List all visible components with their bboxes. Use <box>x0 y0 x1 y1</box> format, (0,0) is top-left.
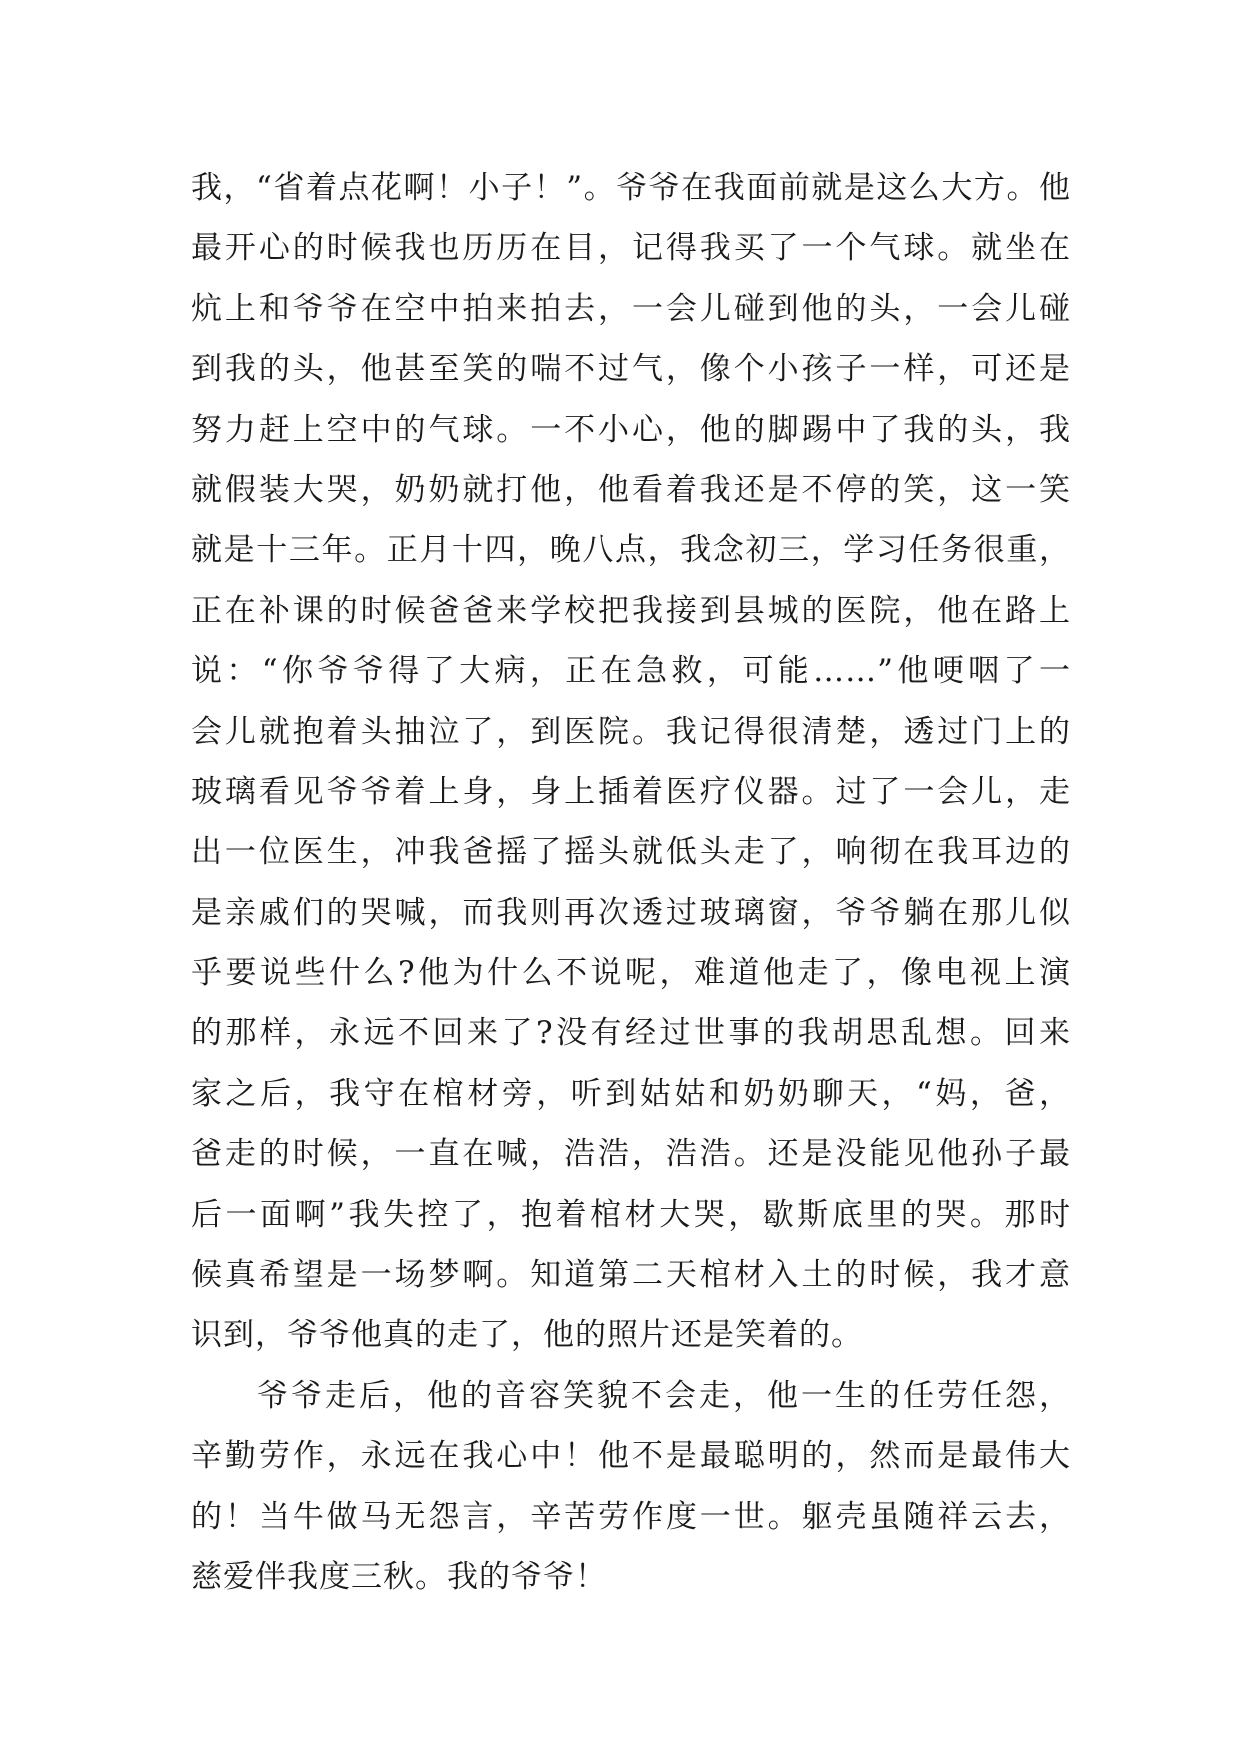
text-line: 出一位医生，冲我爸摇了摇头就低头走了，响彻在我耳边的 <box>191 834 1071 871</box>
text-line: 的那样，永远不回来了?没有经过世事的我胡思乱想。回来 <box>191 1015 1071 1052</box>
paragraph-2 <box>191 1366 1071 1608</box>
text-line: 爷爷走后，他的音容笑貌不会走，他一生的任劳任怨， <box>257 1377 1071 1414</box>
text-line: 慈爱伴我度三秋。我的爷爷！ <box>191 1558 607 1595</box>
text-line: 识到，爷爷他真的走了，他的照片还是笑着的。 <box>191 1317 863 1354</box>
text-line: 乎要说些什么?他为什么不说呢，难道他走了，像电视上演 <box>191 955 1071 992</box>
text-line: 辛勤劳作，永远在我心中！他不是最聪明的，然而是最伟大 <box>191 1438 1071 1475</box>
text-line: 会儿就抱着头抽泣了，到医院。我记得很清楚，透过门上的 <box>191 713 1071 750</box>
text-line: 炕上和爷爷在空中拍来拍去，一会儿碰到他的头，一会儿碰 <box>191 290 1071 327</box>
text-line: 后一面啊”我失控了，抱着棺材大哭，歇斯底里的哭。那时 <box>191 1196 1071 1233</box>
text-line: 正在补课的时候爸爸来学校把我接到县城的医院，他在路上 <box>191 592 1071 629</box>
text-line: 最开心的时候我也历历在目，记得我买了一个气球。就坐在 <box>191 230 1071 267</box>
paragraph-1 <box>191 158 1071 1366</box>
essay-body <box>191 158 1071 1607</box>
text-line: 是亲戚们的哭喊，而我则再次透过玻璃窗，爷爷躺在那儿似 <box>191 894 1071 931</box>
text-line: 的！当牛做马无怨言，辛苦劳作度一世。躯壳虽随祥云去， <box>191 1498 1071 1535</box>
text-line: 爸走的时候，一直在喊，浩浩，浩浩。还是没能见他孙子最 <box>191 1136 1071 1173</box>
text-line: 就假装大哭，奶奶就打他，他看着我还是不停的笑，这一笑 <box>191 471 1071 508</box>
text-line: 我，“省着点花啊！小子！”。爷爷在我面前就是这么大方。他 <box>191 170 1071 206</box>
text-line: 说：“你爷爷得了大病，正在急救，可能……”他哽咽了一 <box>191 653 1071 690</box>
text-line: 玻璃看见爷爷着上身，身上插着医疗仪器。过了一会儿，走 <box>191 773 1071 810</box>
text-line: 就是十三年。正月十四，晚八点，我念初三，学习任务很重， <box>191 532 1071 569</box>
text-line: 家之后，我守在棺材旁，听到姑姑和奶奶聊天，“妈，爸， <box>191 1075 1071 1112</box>
text-line: 候真希望是一场梦啊。知道第二天棺材入土的时候，我才意 <box>191 1257 1071 1294</box>
text-line: 到我的头，他甚至笑的喘不过气，像个小孩子一样，可还是 <box>191 351 1071 388</box>
text-line: 努力赶上空中的气球。一不小心，他的脚踢中了我的头，我 <box>191 411 1071 448</box>
